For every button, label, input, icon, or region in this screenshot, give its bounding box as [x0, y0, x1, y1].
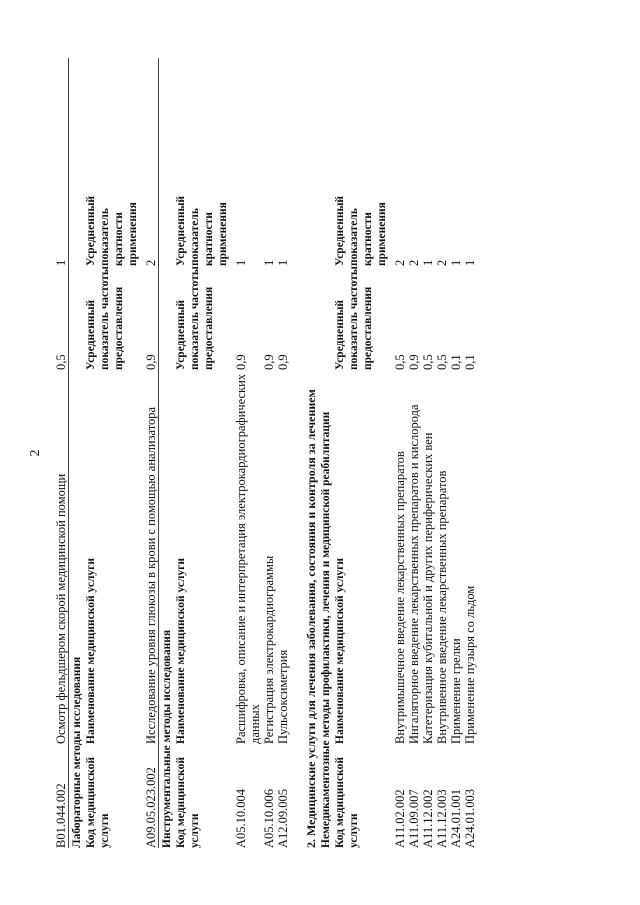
- service-code: A05.10.006: [262, 788, 276, 848]
- instrumental-section-title: Инструментальные методы исследования: [161, 629, 173, 848]
- page-number: 2: [28, 449, 43, 456]
- service-frequency: 0,1: [449, 353, 463, 370]
- service-multiplicity: 2: [435, 259, 449, 266]
- table-row: [276, 58, 290, 848]
- service-frequency: 0,9: [262, 353, 276, 370]
- table-header: [333, 58, 389, 848]
- service-name: Регистрация электрокардиограммы: [262, 555, 276, 744]
- table-row: [407, 58, 421, 848]
- table-row: [449, 58, 463, 848]
- rotated-content: [20, 23, 620, 883]
- service-frequency: 0,9: [234, 353, 248, 370]
- service-name: Применение грелки: [449, 637, 463, 744]
- service-code: B01.044.002: [54, 782, 68, 848]
- header-name: Наименование медицинской услуги: [85, 557, 97, 744]
- service-code: A11.02.002: [393, 788, 407, 848]
- table-row: [144, 58, 159, 848]
- header-code: Код медицинской услуги: [175, 756, 201, 848]
- table-row: [54, 58, 69, 848]
- service-multiplicity: 1: [449, 259, 463, 266]
- service-multiplicity: 2: [144, 259, 158, 266]
- header-frequency: Усредненный показатель частоты предоставления: [175, 265, 215, 370]
- service-frequency: 0,5: [54, 353, 68, 370]
- service-name: Внутривенное введение лекарственных препаратов: [435, 470, 449, 744]
- service-code: A24.01.003: [463, 788, 477, 848]
- section-2-title: 2. Медицинские услуги для лечения заболевания, состояния и контроля за лечением: [304, 388, 318, 848]
- service-multiplicity: 1: [234, 259, 248, 266]
- service-frequency: 0,1: [463, 353, 477, 370]
- service-multiplicity: 2: [407, 259, 421, 266]
- service-frequency: 0,9: [144, 353, 158, 370]
- table-row: [262, 58, 276, 848]
- service-multiplicity: 1: [421, 259, 435, 266]
- service-name: Катетеризация кубитальной и других периферических вен: [421, 432, 435, 744]
- table-row: [463, 58, 477, 848]
- header-name: Наименование медицинской услуги: [175, 557, 187, 744]
- table-row: [234, 58, 262, 848]
- service-frequency: 0,5: [435, 353, 449, 370]
- service-frequency: 0,9: [276, 353, 290, 370]
- service-multiplicity: 1: [463, 259, 477, 266]
- header-multiplicity: Усредненный показатель кратности применения: [85, 195, 139, 266]
- lab-section-title: Лабораторные методы исследования: [71, 656, 83, 848]
- header-code: Код медицинской услуги: [334, 756, 360, 848]
- table-header: [84, 58, 140, 848]
- table-row: [435, 58, 449, 848]
- service-frequency: 0,9: [407, 353, 421, 370]
- service-name: Внутримышечное введение лекарственных препаратов: [393, 450, 407, 744]
- header-code: Код медицинской услуги: [85, 756, 111, 848]
- table-row: [421, 58, 435, 848]
- service-multiplicity: 2: [393, 259, 407, 266]
- service-name: Исследование уровня глюкозы в крови с помощью анализатора: [144, 406, 158, 744]
- table-row: [393, 58, 407, 848]
- service-multiplicity: 1: [54, 259, 68, 266]
- services-content: [54, 58, 477, 848]
- service-name: Пульсоксиметрия: [276, 649, 290, 744]
- header-frequency: Усредненный показатель частоты предоставления: [85, 265, 125, 370]
- service-name: Ингаляторное введение лекарственных препаратов и кислорода: [407, 403, 421, 744]
- service-code: A11.12.003: [435, 788, 449, 848]
- service-frequency: 0,5: [421, 353, 435, 370]
- service-multiplicity: 1: [276, 259, 290, 266]
- service-multiplicity: 1: [262, 259, 276, 266]
- service-code: A09.05.023.002: [144, 766, 158, 848]
- service-name: Применение пузыря со льдом: [463, 585, 477, 744]
- service-frequency: 0,5: [393, 353, 407, 370]
- header-multiplicity: Усредненный показатель кратности применения: [175, 195, 229, 266]
- service-code: A12.09.005: [276, 788, 290, 848]
- header-multiplicity: Усредненный показатель кратности применения: [334, 195, 388, 266]
- header-name: Наименование медицинской услуги: [334, 557, 346, 744]
- table-header: [174, 58, 230, 848]
- service-code: A24.01.001: [449, 788, 463, 848]
- section-2-subtitle: Немедикаментозные методы профилактики, лечения и медицинской реабилитации: [320, 411, 332, 848]
- service-name: Осмотр фельдшером скорой медицинской помощи: [54, 473, 68, 744]
- service-code: A05.10.004: [234, 788, 248, 848]
- service-code: A11.09.007: [407, 788, 421, 848]
- service-code: A11.12.002: [421, 788, 435, 848]
- header-frequency: Усредненный показатель частоты предоставления: [334, 265, 374, 370]
- service-name: Расшифровка, описание и интерпретация электрокардиографических данных: [234, 373, 262, 744]
